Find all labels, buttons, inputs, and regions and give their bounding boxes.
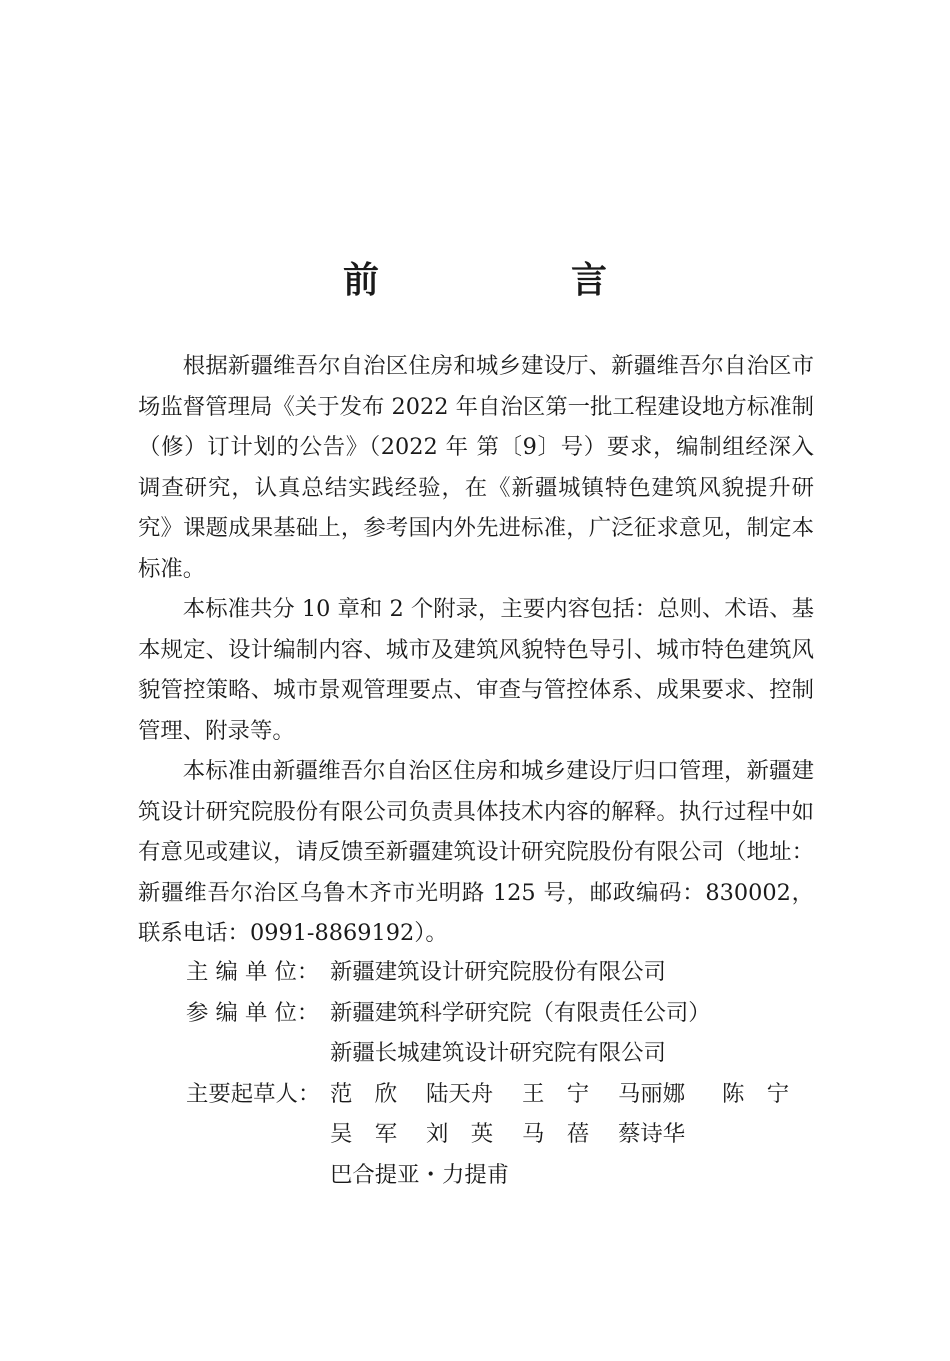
participating-unit-2: 新疆长城建筑设计研究院有限公司 — [330, 1040, 666, 1066]
drafters-row — [186, 1074, 826, 1196]
participating-units-row — [186, 993, 826, 1074]
drafters-line-3 — [330, 1155, 826, 1196]
drafter-name: 巴合提亚・力提甫 — [330, 1161, 510, 1188]
participating-units-label: 参 编 单 位： — [186, 999, 320, 1026]
drafter-name: 马 蓓 — [522, 1121, 590, 1147]
paragraph-management: 本标准由新疆维吾尔自治区住房和城乡建设厅归口管理，新疆建筑设计研究院股份有限公司负责具体技术内容的解释。执行过程中如有意见或建议，请反馈至新疆建筑设计研究院股份有限公司（地址：新疆维吾尔治区乌鲁木齐市光明路 125 号，邮政编码：830002，联系电话：0991-8869192）。 — [138, 758, 814, 946]
drafters-line-2 — [330, 1114, 826, 1155]
drafting-info — [186, 952, 826, 1195]
drafter-name: 王 宁 — [522, 1080, 590, 1107]
page-title: 前 言 — [342, 259, 685, 301]
paragraph-contents: 本标准共分 10 章和 2 个附录，主要内容包括：总则、术语、基本规定、设计编制内容、城市及建筑风貌特色导引、城市特色建筑风貌管控策略、城市景观管理要点、审查与管控体系、成果要求、控制管理、附录等。 — [138, 596, 814, 744]
chief-unit-label: 主 编 单 位： — [186, 959, 320, 985]
drafter-name: 陆天舟 — [426, 1080, 494, 1107]
drafter-name: 刘 英 — [426, 1121, 494, 1147]
drafter-name: 范 欣 — [330, 1080, 398, 1107]
participating-unit-1: 新疆建筑科学研究院（有限责任公司） — [330, 999, 711, 1026]
drafter-name: 蔡诗华 — [618, 1121, 686, 1147]
drafters-line-1 — [330, 1074, 826, 1115]
chief-unit-row — [186, 952, 826, 993]
drafter-name: 吴 军 — [330, 1121, 398, 1147]
drafter-name: 马丽娜 — [618, 1080, 686, 1107]
drafters-label: 主要起草人： — [186, 1080, 321, 1107]
drafter-name: 陈 宁 — [722, 1080, 790, 1107]
preface-body — [138, 346, 814, 954]
chief-unit-value: 新疆建筑设计研究院股份有限公司 — [330, 959, 666, 985]
paragraph-basis: 根据新疆维吾尔自治区住房和城乡建设厅、新疆维吾尔自治区市场监督管理局《关于发布 2022 年自治区第一批工程建设地方标准制（修）订计划的公告》（2022 年 第〔9〕号）要求，编制组经深入调查研究，认真总结实践经验，在《新疆城镇特色建筑风貌提升研究》课题成果基础上，参考国内外先进标准，广泛征求意见，制定本标准。 — [138, 353, 814, 582]
